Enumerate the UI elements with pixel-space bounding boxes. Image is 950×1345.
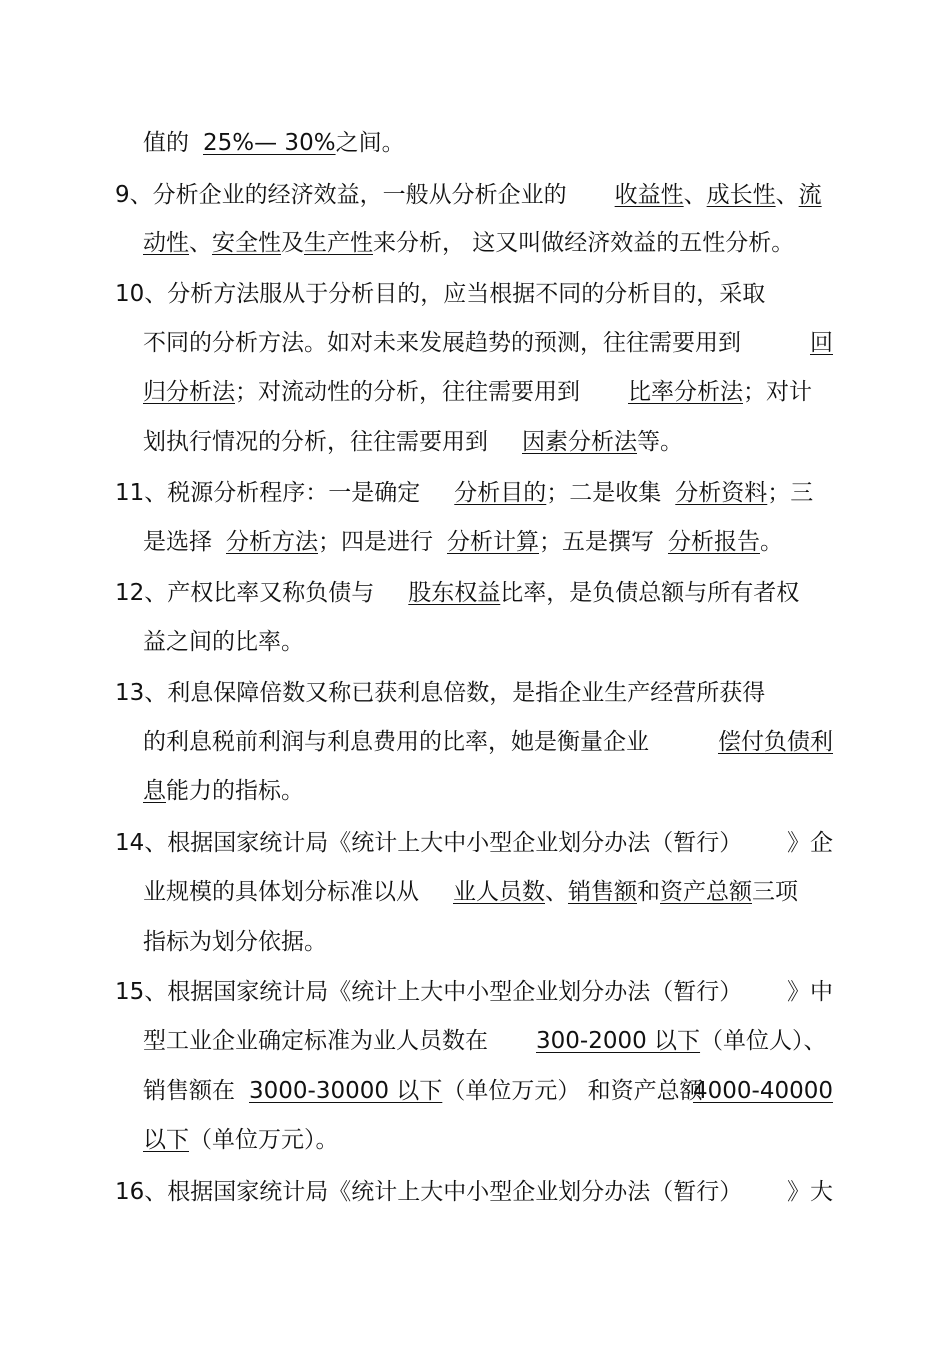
item-12-line-2 — [143, 627, 304, 657]
answer-blank: 安全性 — [212, 230, 281, 256]
text: 、 — [683, 182, 707, 208]
answer-blank: 回 — [810, 330, 833, 356]
answer-blank: 分析目的 — [454, 480, 547, 506]
text: 及 — [281, 230, 304, 256]
answer-blank: 因素分析法 — [522, 429, 637, 455]
answer-blank: 分析方法 — [226, 529, 318, 555]
text: 12、产权比率又称负债与 — [115, 580, 375, 606]
text: ；四是进行 — [318, 529, 433, 555]
answer-blank: 收益性 — [614, 182, 684, 208]
text: 、 — [189, 230, 212, 256]
text: （单位人）、 — [700, 1028, 827, 1054]
text: ；二是收集 — [546, 480, 662, 506]
answer-blank: 生产性 — [304, 230, 373, 256]
text: 13、利息保障倍数又称已获利息倍数，是指企业生产经营所获得 — [115, 680, 766, 706]
text: 型工业企业确定标准为业人员数在 — [143, 1028, 488, 1054]
item-15-line-3 — [143, 1076, 833, 1106]
text: 能力的指标。 — [166, 778, 304, 804]
text: （单位万元） 和资产总额 — [442, 1078, 703, 1104]
answer-blank: 25%— 30% — [203, 130, 336, 156]
answer-blank: 息 — [143, 778, 166, 804]
item-15-line-4 — [143, 1125, 339, 1155]
item-14-line-2 — [143, 877, 798, 907]
item-10-line-4 — [143, 427, 683, 457]
item-11-line-2 — [143, 527, 783, 557]
answer-blank: 业人员数 — [453, 879, 545, 905]
answer-blank: 归分析法 — [143, 379, 235, 405]
item-14-line-1 — [115, 828, 833, 858]
item-8-continuation — [143, 128, 405, 158]
text: 》大 — [787, 1179, 833, 1205]
text: 11、税源分析程序：一是确定 — [115, 480, 421, 506]
text: 比率，是负债总额与所有者权 — [500, 580, 800, 606]
text: ；对流动性的分析，往往需要用到 — [235, 379, 580, 405]
answer-blank: 分析报告 — [668, 529, 760, 555]
answer-blank: 资产总额 — [660, 879, 752, 905]
text: 是选择 — [143, 529, 212, 555]
text: 16、根据国家统计局《统计上大中小型企业划分办法（暂行） — [115, 1179, 743, 1205]
text: 销售额在 — [143, 1078, 235, 1104]
answer-blank: 比率分析法 — [628, 379, 743, 405]
answer-blank: 300-2000 以下 — [536, 1028, 701, 1054]
text: 划执行情况的分析，往往需要用到 — [143, 429, 488, 455]
answer-blank: 3000-30000 以下 — [249, 1078, 443, 1104]
text: （单位万元）。 — [189, 1127, 339, 1153]
item-15-line-1 — [115, 977, 833, 1007]
text: 9、分析企业的经济效益，一般从分析企业的 — [115, 182, 567, 208]
answer-blank: 分析资料 — [675, 480, 768, 506]
text: 不同的分析方法。如对未来发展趋势的预测，往往需要用到 — [143, 330, 741, 356]
text: 益之间的比率。 — [143, 629, 304, 655]
item-13-line-1 — [115, 678, 765, 708]
item-9-line-2 — [143, 228, 794, 258]
item-10-line-2 — [143, 328, 833, 358]
item-14-line-3 — [143, 927, 327, 957]
text: 15、根据国家统计局《统计上大中小型企业划分办法（暂行） — [115, 979, 743, 1005]
text: ；五是撰写 — [539, 529, 654, 555]
item-12-line-1 — [115, 578, 799, 608]
text: 业规模的具体划分标准以从 — [143, 879, 419, 905]
text: 、 — [545, 879, 568, 905]
text: 10、分析方法服从于分析目的，应当根据不同的分析目的，采取 — [115, 281, 766, 307]
text: 。 — [760, 529, 783, 555]
text: 值的 — [143, 130, 189, 156]
text: 指标为划分依据。 — [143, 929, 327, 955]
item-15-line-2 — [143, 1026, 827, 1056]
text: 之间。 — [335, 130, 405, 156]
text: 》企 — [787, 830, 833, 856]
item-16-line-1 — [115, 1177, 833, 1207]
text: 来分析， 这又叫做经济效益的五性分析。 — [373, 230, 795, 256]
answer-blank: 以下 — [143, 1127, 189, 1153]
item-13-line-2 — [143, 727, 833, 757]
text: 等。 — [637, 429, 683, 455]
answer-blank: 流 — [798, 182, 822, 208]
answer-blank: 4000-40000 — [693, 1078, 833, 1104]
answer-blank: 股东权益 — [408, 580, 501, 606]
text: ；三 — [767, 480, 814, 506]
answer-blank: 动性 — [143, 230, 189, 256]
text: ；对计 — [743, 379, 812, 405]
text: 三项 — [752, 879, 798, 905]
item-10-line-3 — [143, 377, 812, 407]
text: 的利息税前利润与利息费用的比率，她是衡量企业 — [143, 729, 649, 755]
item-11-line-1 — [115, 478, 813, 508]
text: 14、根据国家统计局《统计上大中小型企业划分办法（暂行） — [115, 830, 743, 856]
item-10-line-1 — [115, 279, 765, 309]
answer-blank: 偿付负债利 — [718, 729, 833, 755]
item-9-line-1 — [115, 180, 822, 210]
text: 、 — [775, 182, 799, 208]
answer-blank: 成长性 — [706, 182, 776, 208]
text: 和 — [637, 879, 660, 905]
answer-blank: 分析计算 — [447, 529, 539, 555]
text: 》中 — [787, 979, 833, 1005]
item-13-line-3 — [143, 776, 304, 806]
answer-blank: 销售额 — [568, 879, 637, 905]
